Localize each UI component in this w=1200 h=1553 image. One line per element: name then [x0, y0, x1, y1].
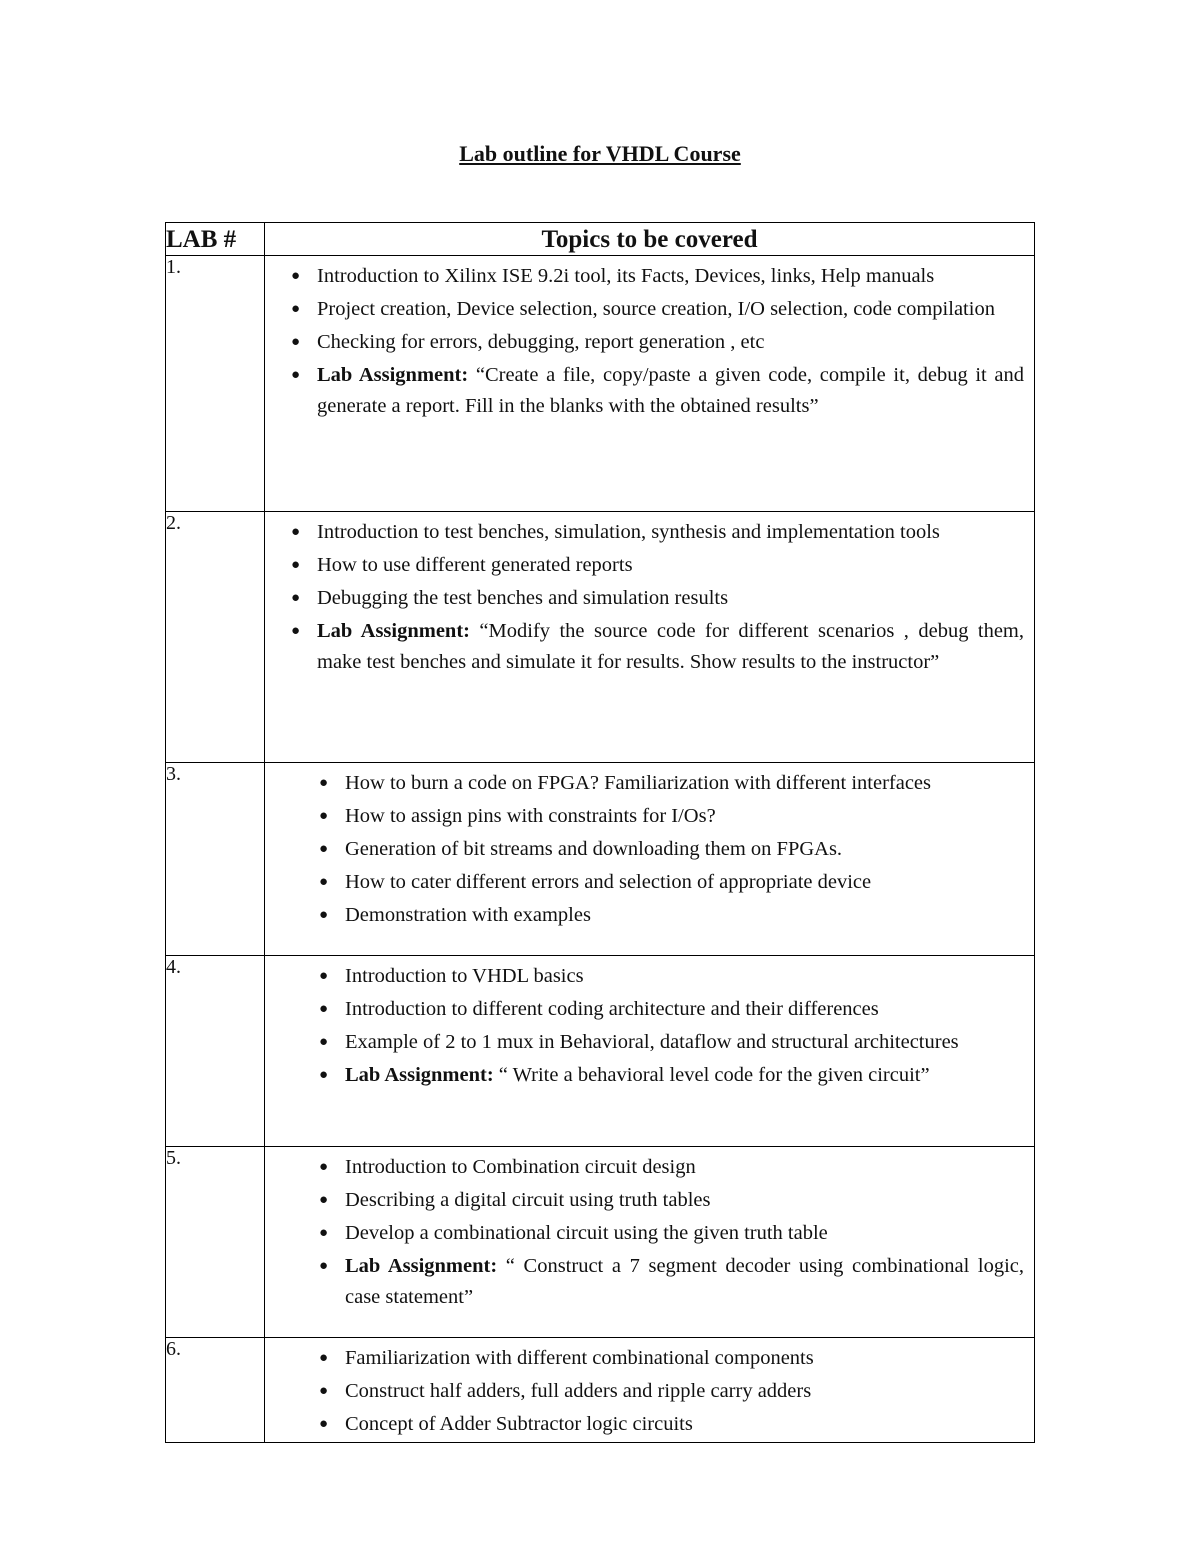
list-item: ● How to use different generated reports [317, 550, 1024, 581]
header-lab-number: LAB # [166, 223, 265, 256]
list-item: ● How to assign pins with constraints for I/Os? [345, 801, 1024, 832]
bullet-icon: ● [319, 1383, 329, 1399]
list-item: ● Introduction to Combination circuit design [345, 1152, 1024, 1183]
bullet-icon: ● [319, 1416, 329, 1432]
lab-assignment-label: Lab Assignment: [345, 1064, 494, 1086]
lab-number: 6. [166, 1338, 265, 1443]
list-item: ● Lab Assignment: “ Construct a 7 segment decoder using combinational logic, case statement” [345, 1251, 1024, 1313]
topic-list [265, 1338, 1034, 1440]
table-header-row [166, 223, 1035, 256]
bullet-icon: ● [319, 808, 329, 824]
list-item: ● Lab Assignment: “Modify the source code for different scenarios , debug them, make test benches and simulate it for results. Show results to the instructor” [317, 616, 1024, 678]
list-item: ● How to cater different errors and selection of appropriate device [345, 867, 1024, 898]
lab-number: 4. [166, 956, 265, 1147]
list-item: ● Lab Assignment: “ Write a behavioral level code for the given circuit” [345, 1060, 1024, 1091]
topic-list [265, 256, 1034, 422]
list-item: ● Example of 2 to 1 mux in Behavioral, dataflow and structural architectures [345, 1027, 1024, 1058]
lab-number: 2. [166, 512, 265, 763]
bullet-icon: ● [291, 367, 301, 383]
topics-cell [265, 1338, 1035, 1443]
list-item: ● How to burn a code on FPGA? Familiarization with different interfaces [345, 768, 1024, 799]
bullet-icon: ● [291, 623, 301, 639]
bullet-icon: ● [319, 907, 329, 923]
topics-cell [265, 512, 1035, 763]
lab-number: 1. [166, 256, 265, 512]
list-item: ● Introduction to VHDL basics [345, 961, 1024, 992]
table-row [166, 1147, 1035, 1338]
list-item: ● Construct half adders, full adders and ripple carry adders [345, 1376, 1024, 1407]
bullet-icon: ● [319, 1034, 329, 1050]
bullet-icon: ● [319, 1225, 329, 1241]
list-item: ● Lab Assignment: “Create a file, copy/paste a given code, compile it, debug it and generate a report. Fill in the blanks with the obtained results” [317, 360, 1024, 422]
topics-cell [265, 1147, 1035, 1338]
lab-number: 3. [166, 763, 265, 956]
list-item: ● Develop a combinational circuit using the given truth table [345, 1218, 1024, 1249]
document-title: Lab outline for VHDL Course [459, 141, 741, 166]
list-item: ● Familiarization with different combinational components [345, 1343, 1024, 1374]
bullet-icon: ● [291, 301, 301, 317]
table-row [166, 763, 1035, 956]
list-item: ● Project creation, Device selection, source creation, I/O selection, code compilation [317, 294, 1024, 325]
table-row [166, 256, 1035, 512]
topics-cell [265, 256, 1035, 512]
bullet-icon: ● [319, 775, 329, 791]
table-row [166, 956, 1035, 1147]
bullet-icon: ● [291, 524, 301, 540]
bullet-icon: ● [291, 557, 301, 573]
bullet-icon: ● [319, 968, 329, 984]
bullet-icon: ● [319, 1192, 329, 1208]
topics-cell [265, 763, 1035, 956]
topic-list [265, 512, 1034, 678]
list-item: ● Concept of Adder Subtractor logic circuits [345, 1409, 1024, 1440]
topic-list [265, 763, 1034, 931]
lab-number: 5. [166, 1147, 265, 1338]
lab-assignment-label: Lab Assignment: [317, 364, 469, 386]
topic-list [265, 1147, 1034, 1313]
bullet-icon: ● [319, 1067, 329, 1083]
header-topics: Topics to be covered [265, 223, 1035, 256]
topic-list [265, 956, 1034, 1091]
table-row [166, 1338, 1035, 1443]
lab-assignment-label: Lab Assignment: [345, 1255, 498, 1277]
lab-outline-table [165, 222, 1035, 1443]
list-item: ● Demonstration with examples [345, 900, 1024, 931]
list-item: ● Introduction to test benches, simulation, synthesis and implementation tools [317, 517, 1024, 548]
list-item: ● Introduction to Xilinx ISE 9.2i tool, its Facts, Devices, links, Help manuals [317, 261, 1024, 292]
bullet-icon: ● [291, 268, 301, 284]
bullet-icon: ● [319, 1001, 329, 1017]
bullet-icon: ● [291, 334, 301, 350]
bullet-icon: ● [319, 1258, 329, 1274]
list-item: ● Debugging the test benches and simulation results [317, 583, 1024, 614]
table-row [166, 512, 1035, 763]
lab-assignment-label: Lab Assignment: [317, 620, 470, 642]
bullet-icon: ● [319, 841, 329, 857]
list-item: ● Describing a digital circuit using truth tables [345, 1185, 1024, 1216]
bullet-icon: ● [291, 590, 301, 606]
topics-cell [265, 956, 1035, 1147]
bullet-icon: ● [319, 1159, 329, 1175]
list-item: ● Introduction to different coding architecture and their differences [345, 994, 1024, 1025]
bullet-icon: ● [319, 1350, 329, 1366]
list-item: ● Checking for errors, debugging, report generation , etc [317, 327, 1024, 358]
list-item: ● Generation of bit streams and downloading them on FPGAs. [345, 834, 1024, 865]
bullet-icon: ● [319, 874, 329, 890]
